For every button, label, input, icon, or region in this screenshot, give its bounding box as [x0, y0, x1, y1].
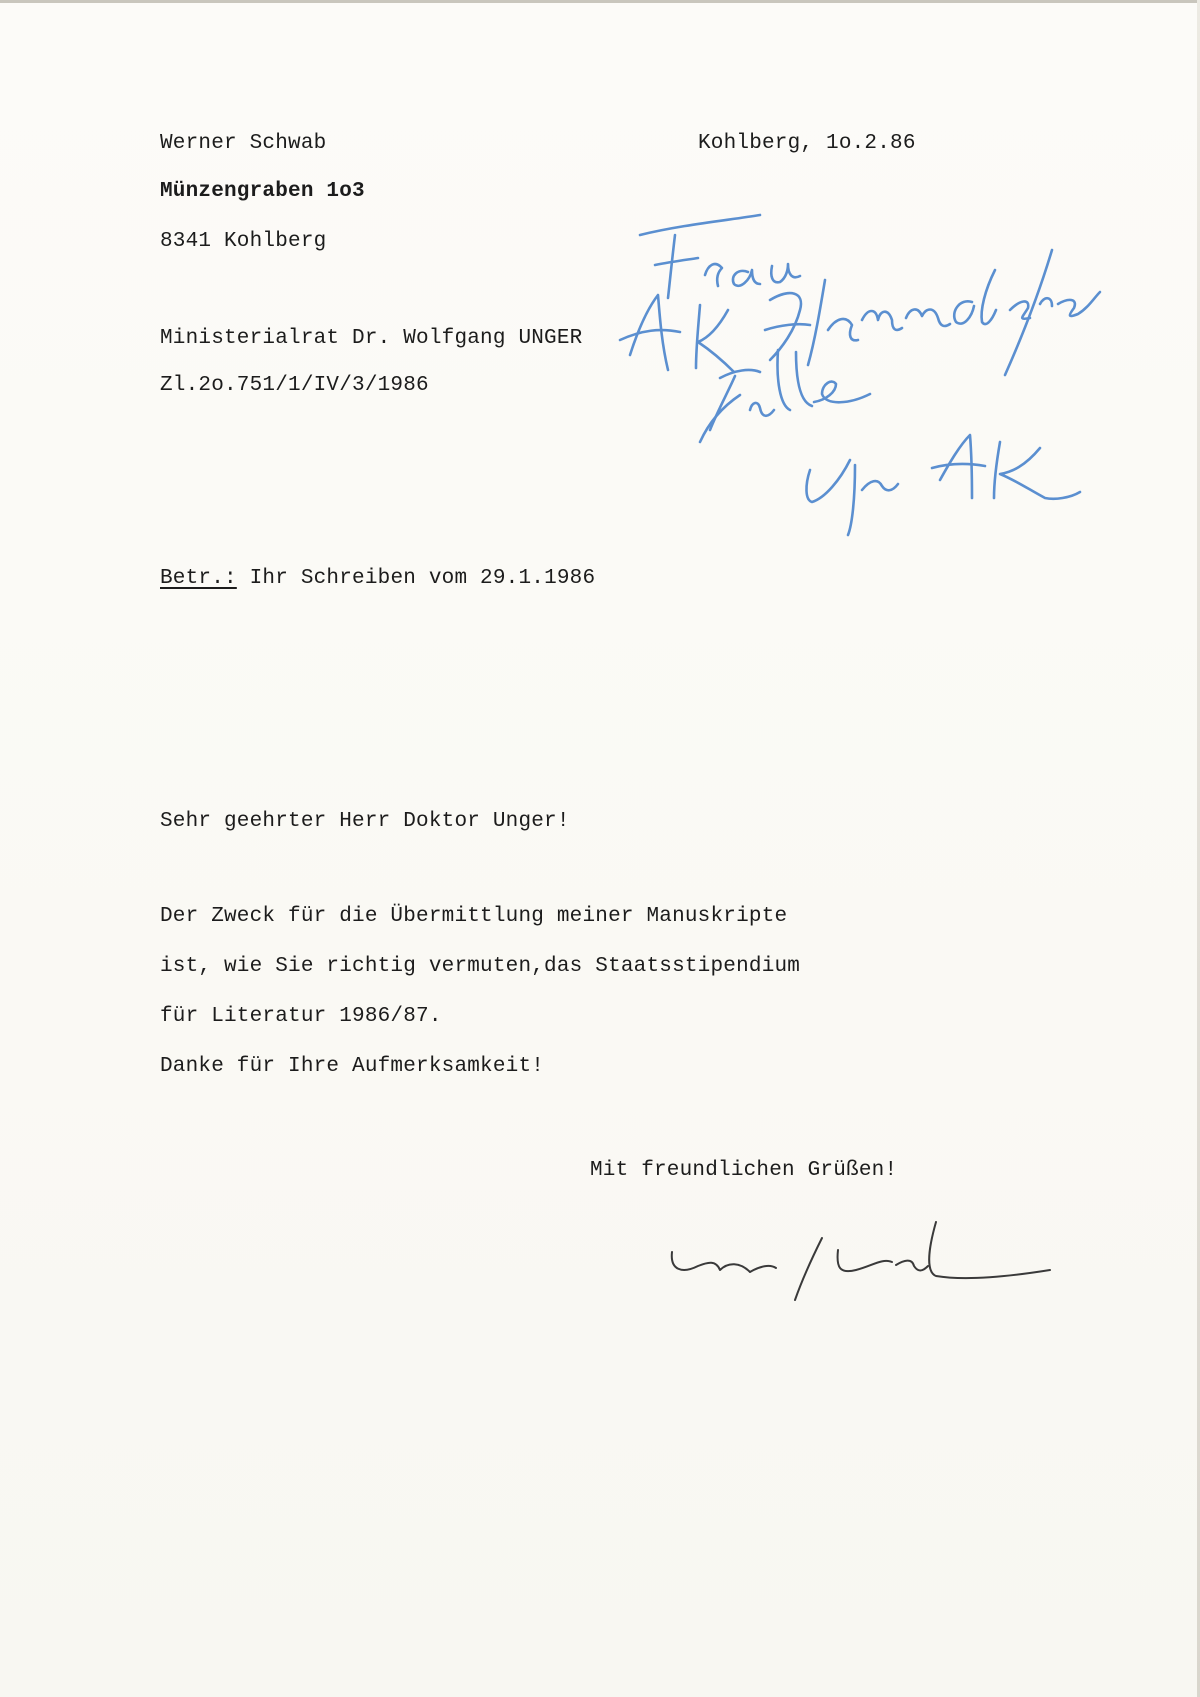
signature — [660, 1210, 1080, 1310]
body-line: Der Zweck für die Übermittlung meiner Manuskripte — [160, 905, 788, 928]
subject-label: Betr.: — [160, 567, 237, 590]
sender-street: Münzengraben 1o3 — [160, 180, 365, 203]
sender-city: 8341 Kohlberg — [160, 230, 327, 253]
body-line: Danke für Ihre Aufmerksamkeit! — [160, 1055, 545, 1078]
subject-text: Ihr Schreiben vom 29.1.1986 — [249, 567, 596, 590]
subject-line — [160, 565, 595, 593]
sender-name: Werner Schwab — [160, 132, 327, 155]
recipient-name: Ministerialrat Dr. Wolfgang UNGER — [160, 327, 583, 350]
closing: Mit freundlichen Grüßen! — [590, 1159, 898, 1182]
body-line: für Literatur 1986/87. — [160, 1005, 442, 1028]
paper-top-edge — [0, 0, 1200, 3]
place-date: Kohlberg, 1o.2.86 — [698, 132, 916, 155]
handwritten-note — [600, 180, 1140, 540]
recipient-reference: Zl.2o.751/1/IV/3/1986 — [160, 374, 429, 397]
salutation: Sehr geehrter Herr Doktor Unger! — [160, 810, 570, 833]
body-line: ist, wie Sie richtig vermuten,das Staatsstipendium — [160, 955, 801, 978]
